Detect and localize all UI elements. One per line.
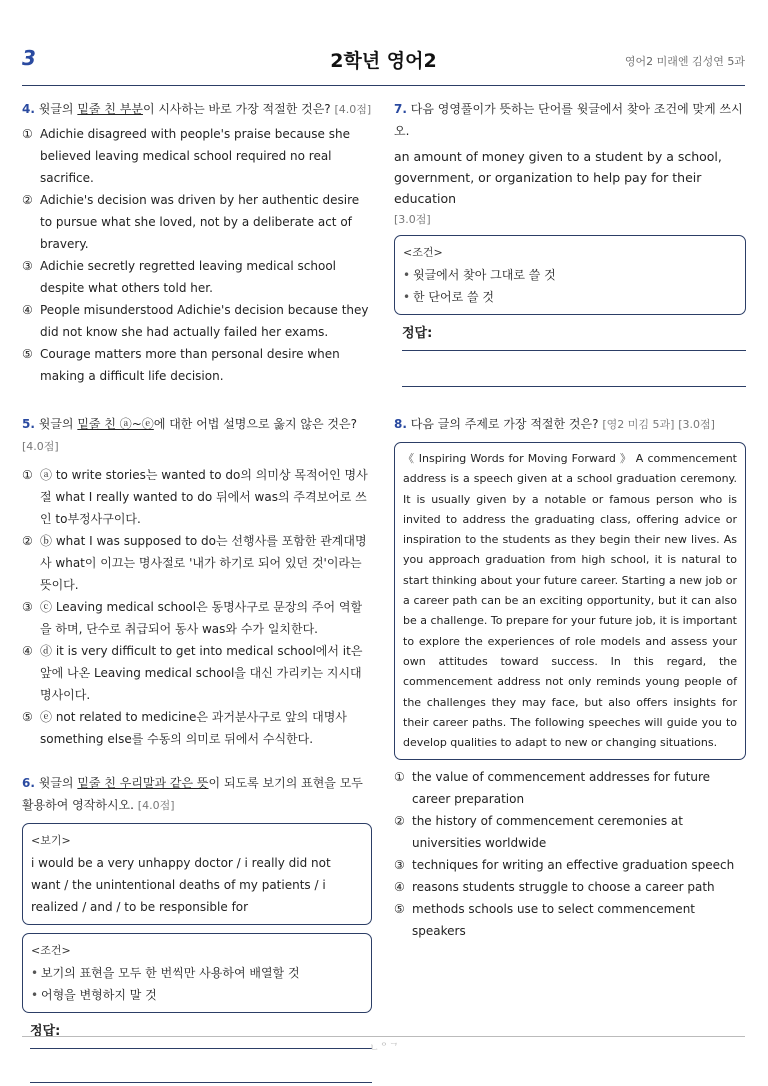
- answer-area: [394, 323, 746, 387]
- points: [4.0점]: [22, 440, 59, 453]
- option-4[interactable]: ④ reasons students struggle to choose a career path: [394, 880, 715, 895]
- option-2[interactable]: ② ⓑ what I was supposed to do는 선행사를 포함한 관계대명사 what이 이끄는 명사절로 '내가 하기로 되어 있던 것'이라는 뜻이다.: [22, 534, 367, 592]
- option-3[interactable]: ③ ⓒ Leaving medical school은 동명사구로 문장의 주어 역할을 하며, 단수로 취급되어 동사 was와 수가 일치한다.: [22, 600, 363, 636]
- answer-label: 정답:: [30, 1024, 61, 1039]
- question-5: [22, 413, 372, 750]
- condition-item: • 보기의 표현을 모두 한 번씩만 사용하여 배열할 것: [31, 962, 363, 984]
- page-number: 3: [22, 46, 36, 70]
- question-7-stem: 7. 다음 영영풀이가 뜻하는 단어를 윗글에서 찾아 조건에 맞게 쓰시오.: [394, 102, 743, 138]
- right-column: [394, 98, 746, 942]
- source-tag: [영2 미김 5과]: [602, 418, 675, 431]
- bogi-text: i would be a very unhappy doctor / i really did not want / the unintentional deaths of my patients / i realized / and / to be responsible for: [31, 856, 331, 914]
- underlined-phrase: 밑줄 친 부분: [77, 102, 143, 116]
- bogi-title: <보기>: [31, 834, 71, 847]
- footer-divider: [22, 1036, 745, 1037]
- conditions-title: <조건>: [31, 944, 71, 957]
- points: [4.0점]: [137, 799, 175, 812]
- option-1[interactable]: ① ⓐ to write stories는 wanted to do의 의미상 목적어인 명사절 what I really wanted to do 뒤에서 was의 주격보어로 쓰인 to부정사구이다.: [22, 468, 368, 526]
- question-4-stem: 4. 윗글의 밑줄 친 부분이 시사하는 바로 가장 적절한 것은? [4.0점]: [22, 102, 372, 116]
- option-4[interactable]: ④ People misunderstood Adichie's decision because they did not know she had actually failed her exams.: [22, 303, 369, 339]
- points: [3.0점]: [678, 418, 715, 431]
- option-5[interactable]: ⑤ ⓔ not related to medicine은 과거분사구로 앞의 대명사 something else를 수동의 의미로 뒤에서 수식한다.: [22, 710, 347, 746]
- answer-line[interactable]: [30, 1081, 372, 1083]
- question-5-stem: 5. 윗글의 밑줄 친 ⓐ~ⓔ에 대한 어법 설명으로 옳지 않은 것은? [4.0점]: [22, 417, 357, 453]
- condition-item: • 한 단어로 쓸 것: [403, 286, 737, 308]
- option-1[interactable]: ① the value of commencement addresses for future career preparation: [394, 770, 711, 807]
- question-8: [394, 413, 746, 942]
- conditions-box: [22, 933, 372, 1013]
- answer-label: 정답:: [402, 326, 433, 341]
- option-3[interactable]: ③ techniques for writing an effective graduation speech: [394, 858, 735, 873]
- option-3[interactable]: ③ Adichie secretly regretted leaving medical school despite what others told her.: [22, 259, 337, 295]
- underlined-phrase: 밑줄 친 우리말과 같은 뜻: [77, 776, 209, 790]
- question-8-stem: 8. 다음 글의 주제로 가장 적절한 것은? [영2 미김 5과] [3.0점]: [394, 417, 715, 431]
- conditions-title: <조건>: [403, 246, 443, 259]
- option-5[interactable]: ⑤ methods schools use to select commencement speakers: [394, 902, 696, 939]
- page-title: 2학년 영어2: [330, 50, 437, 72]
- definition-text: an amount of money given to a student by a school, government, or organization to help pay for their education: [394, 149, 722, 206]
- conditions-box: [394, 235, 746, 315]
- option-4[interactable]: ④ ⓓ it is very difficult to get into medical school에서 it은 앞에 나온 Leaving medical school을 대신 가리키는 지시대명사이다.: [22, 644, 363, 702]
- option-2[interactable]: ② the history of commencement ceremonies at universities worldwide: [394, 814, 683, 851]
- condition-item: • 어형을 변형하지 말 것: [31, 984, 363, 1006]
- page-subtitle: 영어2 미래엔 김성연 5과: [624, 55, 745, 68]
- bogi-box: [22, 823, 372, 925]
- left-column: [22, 98, 372, 1083]
- page-header: [22, 40, 745, 86]
- underlined-phrase: 밑줄 친 ⓐ~ⓔ: [77, 417, 154, 431]
- condition-item: • 윗글에서 찾아 그대로 쓸 것: [403, 264, 737, 286]
- reading-passage: 《 Inspiring Words for Moving Forward 》 A commencement address is a speech given at a school graduation ceremony. It is usually given by a notable or famous person who is invited to address the graduating class, offering advice or inspiration to the students as they begin their new lives. As you approach graduation from high school, it is natural to start thinking about your future career. Starting a new job or a career path can be an exciting opportunity, but it can also be a challenge. To prepare for your future job, it is important to explore the experiences of role models and assess your own attitudes toward success. In this regard, the commencement address not only reminds young people of the challenges they may face, but also offers insights for their career paths. The following speeches will guide you to develop qualities to adapt to new or changing situations.: [394, 442, 746, 760]
- option-5[interactable]: ⑤ Courage matters more than personal desire when making a difficult life decision.: [22, 347, 340, 383]
- question-4: [22, 98, 372, 387]
- points: [3.0점]: [394, 213, 431, 226]
- question-6-stem: 6. 윗글의 밑줄 친 우리말과 같은 뜻이 되도록 보기의 표현을 모두 활용하여 영작하시오. [4.0점]: [22, 776, 363, 812]
- question-7: [394, 98, 746, 387]
- points: [4.0점]: [334, 103, 372, 116]
- footer-mark: ㄴᄋᄀ: [369, 1043, 399, 1054]
- option-1[interactable]: ① Adichie disagreed with people's praise because she believed leaving medical school required no real sacrifice.: [22, 127, 350, 185]
- option-2[interactable]: ② Adichie's decision was driven by her authentic desire to pursue what she loved, not by a deliberate act of bravery.: [22, 193, 360, 251]
- answer-line[interactable]: [402, 349, 746, 351]
